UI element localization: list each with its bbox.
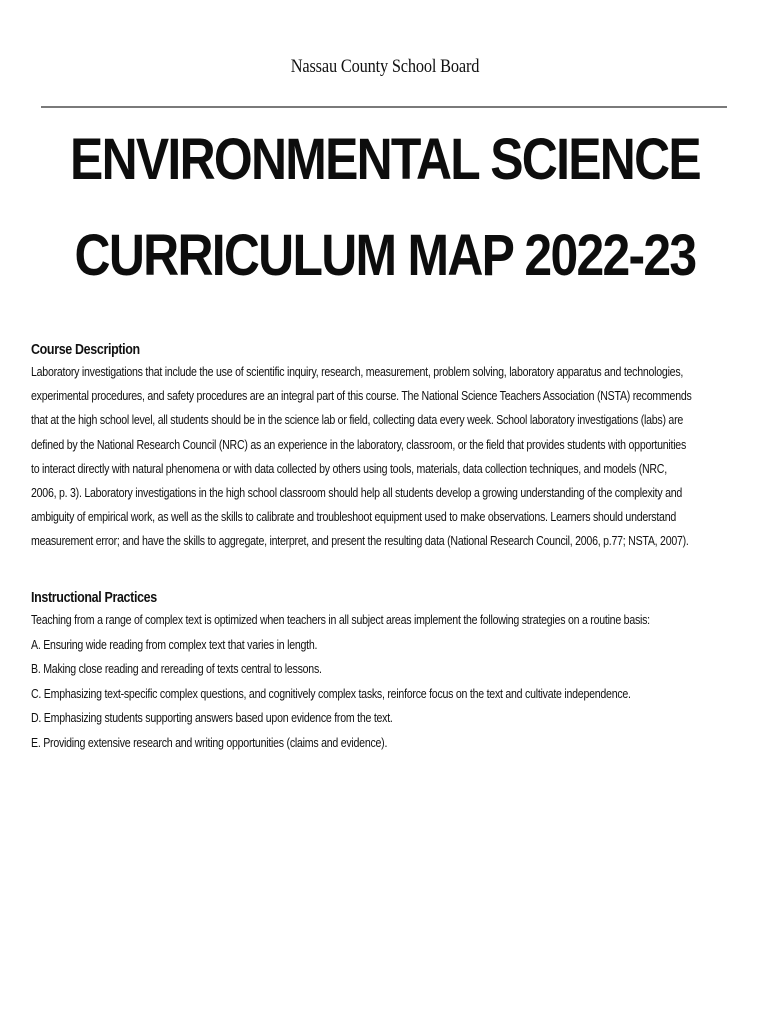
instructional-practices-section — [31, 588, 739, 756]
paragraph-line: Laboratory investigations that include the use of scientific inquiry, research, measurement, problem solving, laboratory apparatus and technologies, — [31, 364, 684, 379]
document-title-line-1: ENVIRONMENTAL SCIENCE — [70, 127, 700, 192]
document-title-line-2: CURRICULUM MAP 2022-23 — [74, 223, 696, 288]
list-item: D. Emphasizing students supporting answers based upon evidence from the text. — [31, 710, 393, 726]
list-item: A. Ensuring wide reading from complex text that varies in length. — [31, 636, 318, 652]
paragraph-line: ambiguity of empirical work, as well as the skills to calibrate and troubleshoot equipment used to make observations. Learners should understand — [31, 509, 677, 525]
list-item: C. Emphasizing text-specific complex questions, and cognitively complex tasks, reinforce focus on the text and cultivate independence. — [31, 685, 631, 701]
paragraph-line: experimental procedures, and safety procedures are an integral part of this course. The National Science Teachers Association (NSTA) recommends — [31, 388, 692, 404]
list-item: E. Providing extensive research and writing opportunities (claims and evidence). — [31, 734, 388, 750]
organization-header: Nassau County School Board — [290, 56, 480, 77]
paragraph-line: to interact directly with natural phenomena or with data collected by others using tools, materials, data collection techniques, and models (NRC, — [31, 460, 667, 476]
strategy-list — [31, 633, 739, 756]
list-item: B. Making close reading and rereading of texts central to lessons. — [31, 661, 322, 677]
paragraph-line: that at the high school level, all students should be in the science lab or field, collecting data every week. School laboratory investigations (labs) are — [31, 412, 684, 428]
paragraph-line: measurement error; and have the skills to aggregate, interpret, and present the resulting data (National Research Council, 2006, p.77; NSTA, 2007). — [31, 533, 689, 549]
course-description-section — [31, 340, 739, 554]
paragraph-line: 2006, p. 3). Laboratory investigations in the high school classroom should help all students develop a growing understanding of the complexity and — [31, 485, 683, 501]
header-divider — [41, 106, 727, 108]
course-description-body — [31, 360, 739, 554]
instructional-practices-heading: Instructional Practices — [31, 590, 157, 606]
instructional-practices-intro: Teaching from a range of complex text is optimized when teachers in all subject areas implement the following strategies on a routine basis: — [31, 612, 650, 627]
course-description-heading: Course Description — [31, 342, 140, 358]
paragraph-line: defined by the National Research Council (NRC) as an experience in the laboratory, classroom, or the field that provides students with opportunities — [31, 436, 687, 452]
